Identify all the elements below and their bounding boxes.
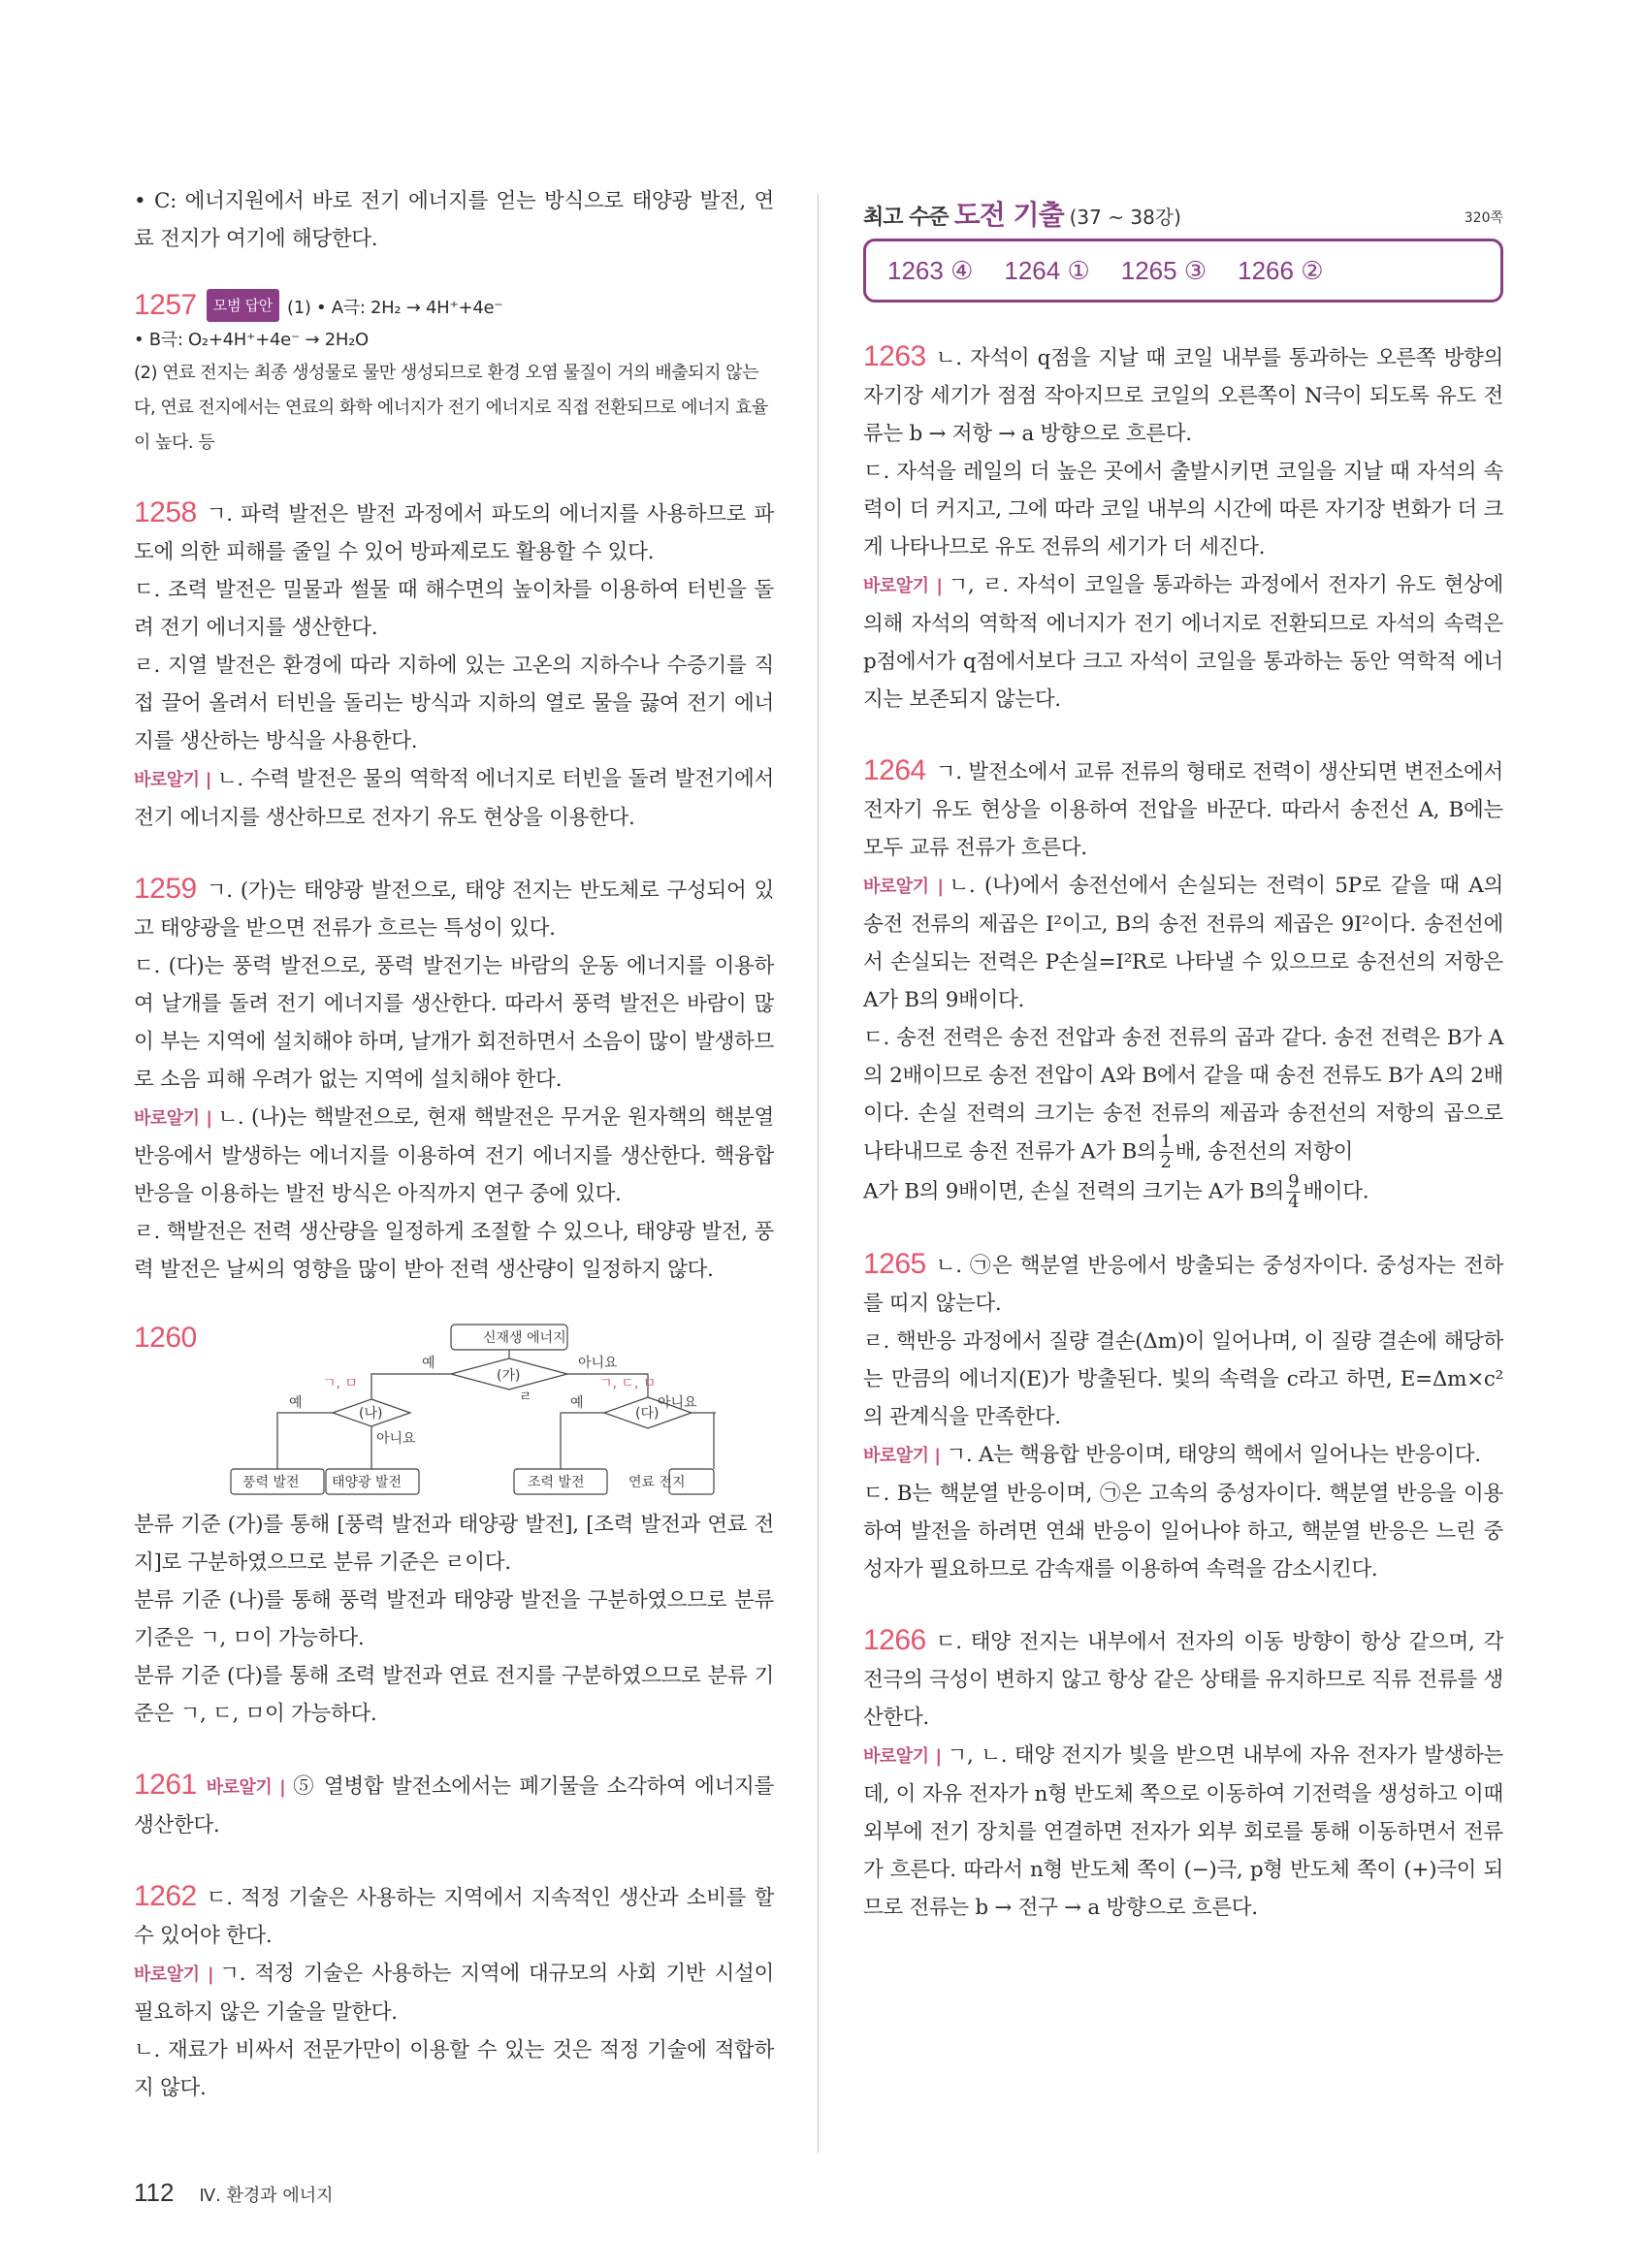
diagram-top-label: 신재생 에너지 <box>483 1330 566 1346</box>
paragraph: ㄴ. (나)에서 송전선에서 손실되는 전력이 5P로 같을 때 A의 송전 전류의 제곱은 I²이고, B의 송전 전류의 제곱은 9I²이다. 송전선에서 손실되는 전력은 P손실=I²R로 나타낼 수 있으므로 송전선의 저항은 A가 B의 9배이다. <box>863 874 1503 1012</box>
fraction <box>1286 1172 1301 1212</box>
baro-label: 바로알기 | <box>863 1746 942 1767</box>
paragraph: ㄷ. 조력 발전은 밀물과 썰물 때 해수면의 높이차를 이용하여 터빈을 돌려 전기 에너지를 생산한다. <box>134 578 774 640</box>
header-title-b: 도전 기출 <box>953 199 1064 231</box>
paragraph: ㄱ. A는 핵융합 반응이며, 태양의 핵에서 일어나는 반응이다. <box>946 1443 1481 1467</box>
page-number: 112 <box>134 2178 175 2207</box>
classification-diagram <box>173 1322 716 1506</box>
diagram-leaf: 풍력 발전 <box>242 1475 300 1490</box>
paragraph: ㄱ, ㄹ. 자석이 코일을 통과하는 과정에서 전자기 유도 현상에 의해 자석의 역학적 에너지가 전기 에너지로 전환되므로 자석의 속력은 p점에서가 q점에서보다 크고 자석이 코일을 통과하는 동안 역학적 에너지는 보존되지 않는다. <box>863 573 1503 712</box>
paragraph: A가 B의 9배이면, 손실 전력의 크기는 A가 B의 <box>863 1179 1285 1204</box>
paragraph: ㄱ, ㄴ. 태양 전지가 빛을 받으면 내부에 자유 전자가 발생하는데, 이 자유 전자가 n형 반도체 쪽으로 이동하여 기전력을 생성하고 이때 외부에 전기 장치를 연결하면 전자가 외부 회로를 통해 이동하면서 전류가 흐른다. 따라서 n형 반도체 쪽이 (−)극, p형 반도체 쪽이 (+)극이 되므로 전류는 b → 전구 → a 방향으로 흐른다. <box>863 1743 1503 1920</box>
diagram-na: (나) <box>359 1406 383 1421</box>
baro-label: 바로알기 | <box>863 576 943 596</box>
paragraph: ㄴ. (나)는 핵발전으로, 현재 핵발전은 무거운 원자핵의 핵분열 반응에서 발생하는 에너지를 이용하여 전기 에너지를 생산한다. 핵융합 반응을 이용하는 발전 방식은 아직까지 연구 중에 있다. <box>134 1105 774 1206</box>
paragraph: ㄴ. 자석이 q점을 지날 때 코일 내부를 통과하는 오른쪽 방향의 자기장 세기가 점점 작아지므로 코일의 오른쪽이 N극이 되도록 유도 전류는 b → 저항 → a 방향으로 흐른다. <box>863 346 1503 446</box>
paragraph: ⑤ 열병합 발전소에서는 폐기물을 소각하여 에너지를 생산한다. <box>134 1774 774 1837</box>
right-column <box>863 194 1503 1927</box>
paragraph: ㄱ. 발전소에서 교류 전류의 형태로 전력이 생산되면 변전소에서 전자기 유도 현상을 이용하여 전압을 바꾼다. 따라서 송전선 A, B에는 모두 교류 전류가 흐른다. <box>863 760 1503 860</box>
question-number: 1265 <box>863 1248 926 1280</box>
question-number: 1260 <box>134 1322 197 1354</box>
answer-1257 <box>134 289 774 461</box>
paragraph: ㄷ. 자석을 레일의 더 높은 곳에서 출발시키면 코일을 지날 때 자석의 속력이 더 커지고, 그에 따라 코일 내부의 시간에 따른 자기장 변화가 더 크게 나타나므로 유도 전류의 세기가 더 세진다. <box>863 460 1503 559</box>
diagram-leaf: 태양광 발전 <box>332 1475 402 1490</box>
paragraph: ㄷ. B는 핵분열 반응이며, ㉠은 고속의 중성자이다. 핵분열 반응을 이용하여 발전을 하려면 연쇄 반응이 일어나야 하고, 핵분열 반응은 느린 중성자가 필요하므로 감속재를 이용하여 속력을 감소시킨다. <box>863 1482 1503 1581</box>
question-number: 1266 <box>863 1624 926 1656</box>
question-number: 1262 <box>134 1880 197 1912</box>
paragraph: 배, 송전선의 저항이 <box>1175 1139 1354 1165</box>
answer-1259 <box>134 870 774 1289</box>
diagram-no: 아니요 <box>658 1395 697 1411</box>
section-header <box>863 194 1503 233</box>
column-divider <box>818 194 819 2153</box>
page-footer <box>134 2178 334 2208</box>
header-range: (37 ~ 38강) <box>1069 206 1181 229</box>
diagram-ga: (가) <box>497 1368 521 1384</box>
answer-1266 <box>863 1621 1503 1927</box>
paragraph: ㄴ. ㉠은 핵분열 반응에서 방출되는 중성자이다. 중성자는 전하를 띠지 않는다. <box>863 1254 1503 1316</box>
baro-label: 바로알기 | <box>134 1965 214 1985</box>
question-number: 1264 <box>863 754 926 786</box>
answer-1258 <box>134 494 774 837</box>
paragraph: ㄱ. (가)는 태양광 발전으로, 태양 전지는 반도체로 구성되어 있고 태양광을 받으면 전류가 흐르는 특성이 있다. <box>134 878 774 941</box>
section-title: Ⅳ. 환경과 에너지 <box>199 2186 334 2206</box>
paragraph: ㄱ. 적정 기술은 사용하는 지역에 대규모의 사회 기반 시설이 필요하지 않은 기술을 말한다. <box>134 1962 774 2025</box>
diagram-no: 아니요 <box>376 1431 416 1447</box>
baro-label: 바로알기 | <box>206 1777 286 1798</box>
question-number: 1257 <box>134 289 197 321</box>
answer-1261 <box>134 1766 774 1844</box>
fraction <box>1159 1133 1174 1172</box>
answer-1262 <box>134 1877 774 2107</box>
question-number: 1263 <box>863 340 926 372</box>
paragraph: ㄹ. 지열 발전은 환경에 따라 지하에 있는 고온의 지하수나 수증기를 직접 끌어 올려서 터빈을 돌리는 방식과 지하의 열로 물을 끓여 전기 에너지를 생산하는 방식을 사용한다. <box>134 654 774 753</box>
answer-key-item: 1263 ④ <box>887 255 974 285</box>
question-number: 1258 <box>134 496 197 528</box>
paragraph: 분류 기준 (가)를 통해 [풍력 발전과 태양광 발전], [조력 발전과 연료 전지]로 구분하였으므로 분류 기준은 ㄹ이다. <box>134 1513 774 1575</box>
paragraph: 분류 기준 (나)를 통해 풍력 발전과 태양광 발전을 구분하였으므로 분류 기준은 ㄱ, ㅁ이 가능하다. <box>134 1588 774 1650</box>
fraction-numerator: 9 <box>1288 1171 1300 1192</box>
fraction-denominator: 4 <box>1288 1192 1300 1212</box>
paragraph: ㄴ. 수력 발전은 물의 역학적 에너지로 터빈을 돌려 발전기에서 전기 에너지를 생산하므로 전자기 유도 현상을 이용한다. <box>134 767 774 830</box>
paragraph: ㄴ. 재료가 비싸서 전문가만이 이용할 수 있는 것은 적정 기술에 적합하지 않다. <box>134 2038 774 2100</box>
paragraph: ㄹ. 핵반응 과정에서 질량 결손(Δm)이 일어나며, 이 질량 결손에 해당하는 만큼의 에너지(E)가 방출된다. 빛의 속력을 c라고 하면, E=Δm×c²의 관계식을 만족한다. <box>863 1329 1503 1429</box>
diagram-leaf: 조력 발전 <box>528 1475 585 1490</box>
formula-a: (1) • A극: 2H₂ → 4H⁺+4e⁻ <box>286 298 503 318</box>
answer-1264 <box>863 751 1503 1212</box>
paragraph: 분류 기준 (다)를 통해 조력 발전과 연료 전지를 구분하였으므로 분류 기준은 ㄱ, ㄷ, ㅁ이 가능하다. <box>134 1664 774 1726</box>
left-column <box>134 182 774 2107</box>
paragraph: ㄹ. 핵발전은 전력 생산량을 일정하게 조절할 수 있으나, 태양광 발전, 풍력 발전은 날씨의 영향을 많이 받아 전력 생산량이 일정하지 않다. <box>134 1220 774 1282</box>
intro-text: • C: 에너지원에서 바로 전기 에너지를 얻는 방식으로 태양광 발전, 연료 전지가 여기에 해당한다. <box>134 189 774 251</box>
diagram-criteria-left: ㄱ, ㅁ <box>323 1376 358 1391</box>
answer-1260 <box>134 1322 774 1733</box>
baro-label: 바로알기 | <box>134 770 211 790</box>
question-number: 1261 <box>134 1769 197 1801</box>
paragraph: ㄷ. 송전 전력은 송전 전압과 송전 전류의 곱과 같다. 송전 전력은 B가 A의 2배이므로 송전 전압이 A와 B에서 같을 때 송전 전류도 B가 A의 2배이다. 손실 전력의 크기는 송전 전류의 제곱과 송전선의 저항의 곱으로 나타내므로 송전 전류가 A가 B의 <box>863 1026 1503 1165</box>
diagram-no: 아니요 <box>578 1356 618 1371</box>
fraction-denominator: 2 <box>1160 1152 1172 1172</box>
question-number: 1259 <box>134 873 197 905</box>
answer-key-item: 1266 ② <box>1238 255 1324 285</box>
baro-label: 바로알기 | <box>134 1108 212 1129</box>
fraction-numerator: 1 <box>1160 1132 1172 1152</box>
answer-2-text: (2) 연료 전지는 최종 생성물로 물만 생성되므로 환경 오염 물질이 거의 배출되지 않는다, 연료 전지에서는 연료의 화학 에너지가 전기 에너지로 직접 전환되므로 에너지 효율이 높다. 등 <box>134 363 768 453</box>
answer-1263 <box>863 337 1503 719</box>
diagram-leaf: 연료 전지 <box>628 1475 686 1490</box>
baro-label: 바로알기 | <box>863 1446 941 1466</box>
answer-key-item: 1264 ① <box>1004 255 1090 285</box>
answer-key-item: 1265 ③ <box>1120 255 1207 285</box>
formula-b: • B극: O₂+4H⁺+4e⁻ → 2H₂O <box>134 330 369 350</box>
header-title-a: 최고 수준 <box>863 206 949 230</box>
diagram-criteria-mid: ㄹ <box>519 1390 532 1405</box>
paragraph: ㄱ. 파력 발전은 발전 과정에서 파도의 에너지를 사용하므로 파도에 의한 피해를 줄일 수 있어 방파제로도 활용할 수 있다. <box>134 502 774 564</box>
paragraph: ㄷ. 태양 전지는 내부에서 전자의 이동 방향이 항상 같으며, 각 전극의 극성이 변하지 않고 항상 같은 상태를 유지하므로 직류 전류를 생산한다. <box>863 1630 1503 1730</box>
diagram-yes: 예 <box>289 1395 303 1411</box>
model-answer-badge: 모범 답안 <box>207 289 279 322</box>
answer-key-box <box>863 239 1503 303</box>
diagram-yes: 예 <box>570 1395 584 1411</box>
paragraph: ㄷ. 적정 기술은 사용하는 지역에서 지속적인 생산과 소비를 할 수 있어야 한다. <box>134 1886 774 1948</box>
baro-label: 바로알기 | <box>863 877 944 897</box>
diagram-da: (다) <box>635 1406 660 1421</box>
paragraph: ㄷ. (다)는 풍력 발전으로, 풍력 발전기는 바람의 운동 에너지를 이용하여 날개를 돌려 전기 에너지를 생산한다. 따라서 풍력 발전은 바람이 많이 부는 지역에 설치해야 하며, 날개가 회전하면서 소음이 많이 발생하므로 소음 피해 우려가 없는 지역에 설치해야 한다. <box>134 954 774 1092</box>
diagram-criteria-right: ㄱ, ㄷ, ㅁ <box>599 1376 657 1391</box>
paragraph: 배이다. <box>1303 1179 1369 1204</box>
answer-1265 <box>863 1245 1503 1588</box>
page-reference: 320쪽 <box>1464 210 1503 226</box>
diagram-yes: 예 <box>422 1356 435 1371</box>
